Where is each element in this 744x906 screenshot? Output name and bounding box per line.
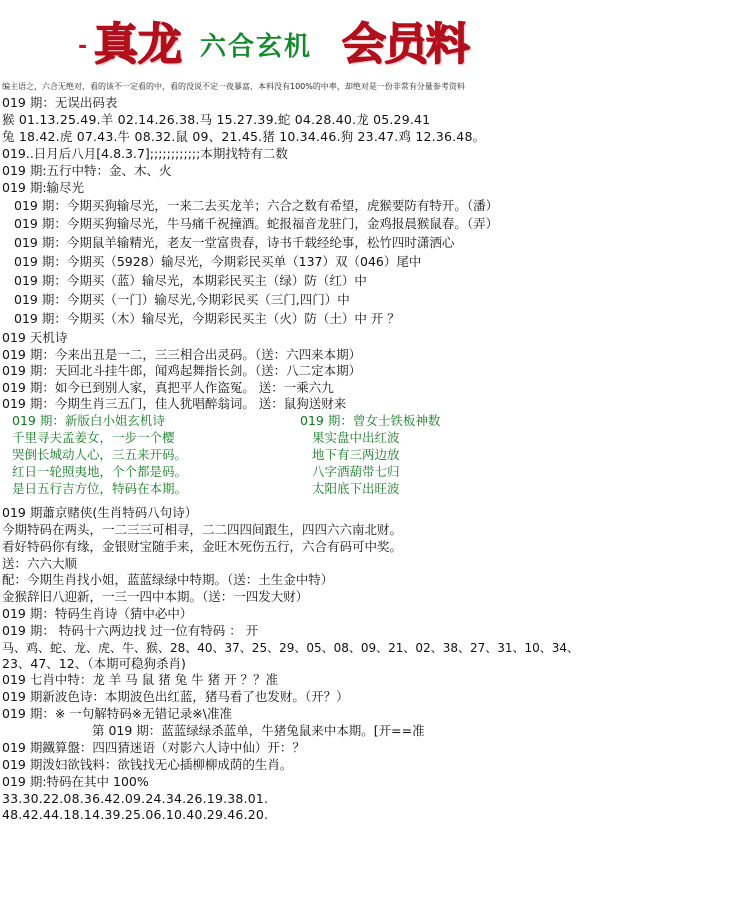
text-line: 019 期泼妇欲钱料：欲钱找无心插柳柳成荫的生肖。 (2, 757, 293, 772)
poem-line: 八字酒葫带七归 (312, 464, 400, 479)
text-line: 019 期:输尽光 (2, 180, 85, 195)
text-line: 第 019 期：蓝蓝绿绿杀蓝单，牛猪兔鼠来中本期。[开==准 (92, 723, 425, 738)
text-line: 今期特码在两头，一二三三可相寻，二二四四间跟生，四四六六南北财。 (2, 522, 403, 537)
number-line: 33.30.22.08.36.42.09.24.34.26.19.38.01. (2, 791, 269, 806)
text-line: 019 期:五行中特：金、木、火 (2, 163, 172, 178)
text-line: 019..日月后八月[4.8.3.7];;;;;;;;;;;;本期找特有二数 (2, 146, 288, 161)
text-line: 019 期：今期鼠羊输精光，老友一堂富贵春，诗书千载经纶事，松竹四时潇洒心 (14, 235, 455, 250)
text-line: 019 期： 特码十六两边找 过一位有特码 ： 开 (2, 623, 259, 638)
text-line: 019 期：今来出丑是一二，三三相合出灵码。（送：六四来本期） (2, 347, 362, 362)
text-line: 019 期：今期买狗输尽光，一来二去买龙羊；六合之数有希望，虎猴要防有特开。（潘） (14, 198, 499, 213)
poem-line: 红日一轮照夷地，个个都是码。 (12, 464, 188, 479)
text-line: 019 期：今期买（5928）输尽光，今期彩民买单（137）双（046）尾中 (14, 254, 422, 269)
poem-line: 果实盘中出红波 (312, 430, 400, 445)
banner-title-right: 会员料 (342, 19, 468, 70)
banner-title-left: 真龙 (94, 19, 182, 70)
text-line: 019 七肖中特：龙 羊 马 鼠 猪 兔 牛 猪 开 ？？准 (2, 672, 279, 687)
text-line: 送：六六大顺 (2, 556, 78, 571)
text-line: 看好特码你有缘，金银财宝随手来，金旺木死伤五行，六合有码可中奖。 (2, 539, 403, 554)
text-line: 019 期：如今已到别人家，真把平人作盗冤。 送：一乘六九 (2, 380, 334, 395)
banner-dash: - (78, 34, 88, 59)
text-line: 金猴辞旧八迎新，一三一四中本期。（送：一四发大财） (2, 589, 309, 604)
text-line: 019 期：天回北斗挂牛郎，闻鸡起舞指长剑。（送：八二定本期） (2, 363, 362, 378)
text-line: 23、47、12、（本期可稳狗杀肖) (2, 656, 186, 671)
text-line: 019 期：※ 一句解特码※无错记录※\准准 (2, 706, 232, 721)
text-line: 019 期：今期买狗输尽光，牛马痛千祝撞酒。蛇报福音龙驻门，金鸡报晨猴鼠春。（弄） (14, 216, 499, 231)
tagline: 编主语之，六合无绝对，看的该不一定看的中，看的没说不定一夜暴富，本料没有100%的中率，却绝对是一份非常有分量参考资料 (2, 82, 465, 91)
number-line: 48.42.44.18.14.39.25.06.10.40.29.46.20. (2, 807, 269, 822)
text-line: 019 期鐵算盤：四四猜迷语（对影六人诗中仙）开：？ (2, 740, 305, 755)
text-line: 019 期新波色诗：本期波色出红蓝，猪马看了也发财。（开？） (2, 689, 349, 704)
poem-line: 千里寻夫孟姜女，一步一个樱 (12, 430, 175, 445)
text-line: 兔 18.42.虎 07.43.牛 08.32.鼠 09、21.45.猪 10.34.46.狗 23.47.鸡 12.36.48。 (2, 129, 486, 144)
text-line: 019 期蕭京赌侠(生肖特码八句诗） (2, 505, 198, 520)
text-line: 019 天机诗 (2, 330, 68, 345)
text-line: 猴 01.13.25.49.羊 02.14.26.38.马 15.27.39.蛇 04.28.40.龙 05.29.41 (2, 112, 431, 127)
poem-line: 地下有三两边放 (312, 447, 400, 462)
poem-line: 是日五行吉方位，特码在本期。 (12, 481, 188, 496)
text-line: 配：今期生肖找小姐，蓝蓝绿绿中特期。（送：土生金中特） (2, 572, 334, 587)
poem-line: 太阳底下出旺波 (312, 481, 400, 496)
poem-title-left: 019 期：新版白小姐玄机诗 (12, 413, 165, 428)
poem-title-right: 019 期：曾女士铁板神数 (300, 413, 441, 428)
text-line: 马、鸡、蛇、龙、虎、牛、猴、28、40、37、25、29、05、08、09、21、02、38、27、31、10、34、 (2, 641, 580, 655)
banner-title-mid: 六合玄机 (200, 32, 313, 62)
poem-line: 哭倒长城动人心，三五来开码。 (12, 447, 188, 462)
text-line: 019 期：特码生肖诗（猜中必中） (2, 606, 193, 621)
text-line: 019 期:特码在其中 100% (2, 774, 149, 789)
text-line: 019 期：今期买（木）输尽光，今期彩民买主（火）防（土）中 开 ？ (14, 311, 400, 326)
text-line: 019 期：今期买（蓝）输尽光，本期彩民买主（绿）防（红）中 (14, 273, 367, 288)
text-line: 019 期：今期买（一门）输尽光,今期彩民买（三门,四门）中 (14, 292, 350, 307)
text-line: 019 期：今期生肖三五门，佳人犹唱醉翁词。 送：鼠狗送财来 (2, 396, 347, 411)
text-line: 019 期：无误出码表 (2, 95, 118, 110)
